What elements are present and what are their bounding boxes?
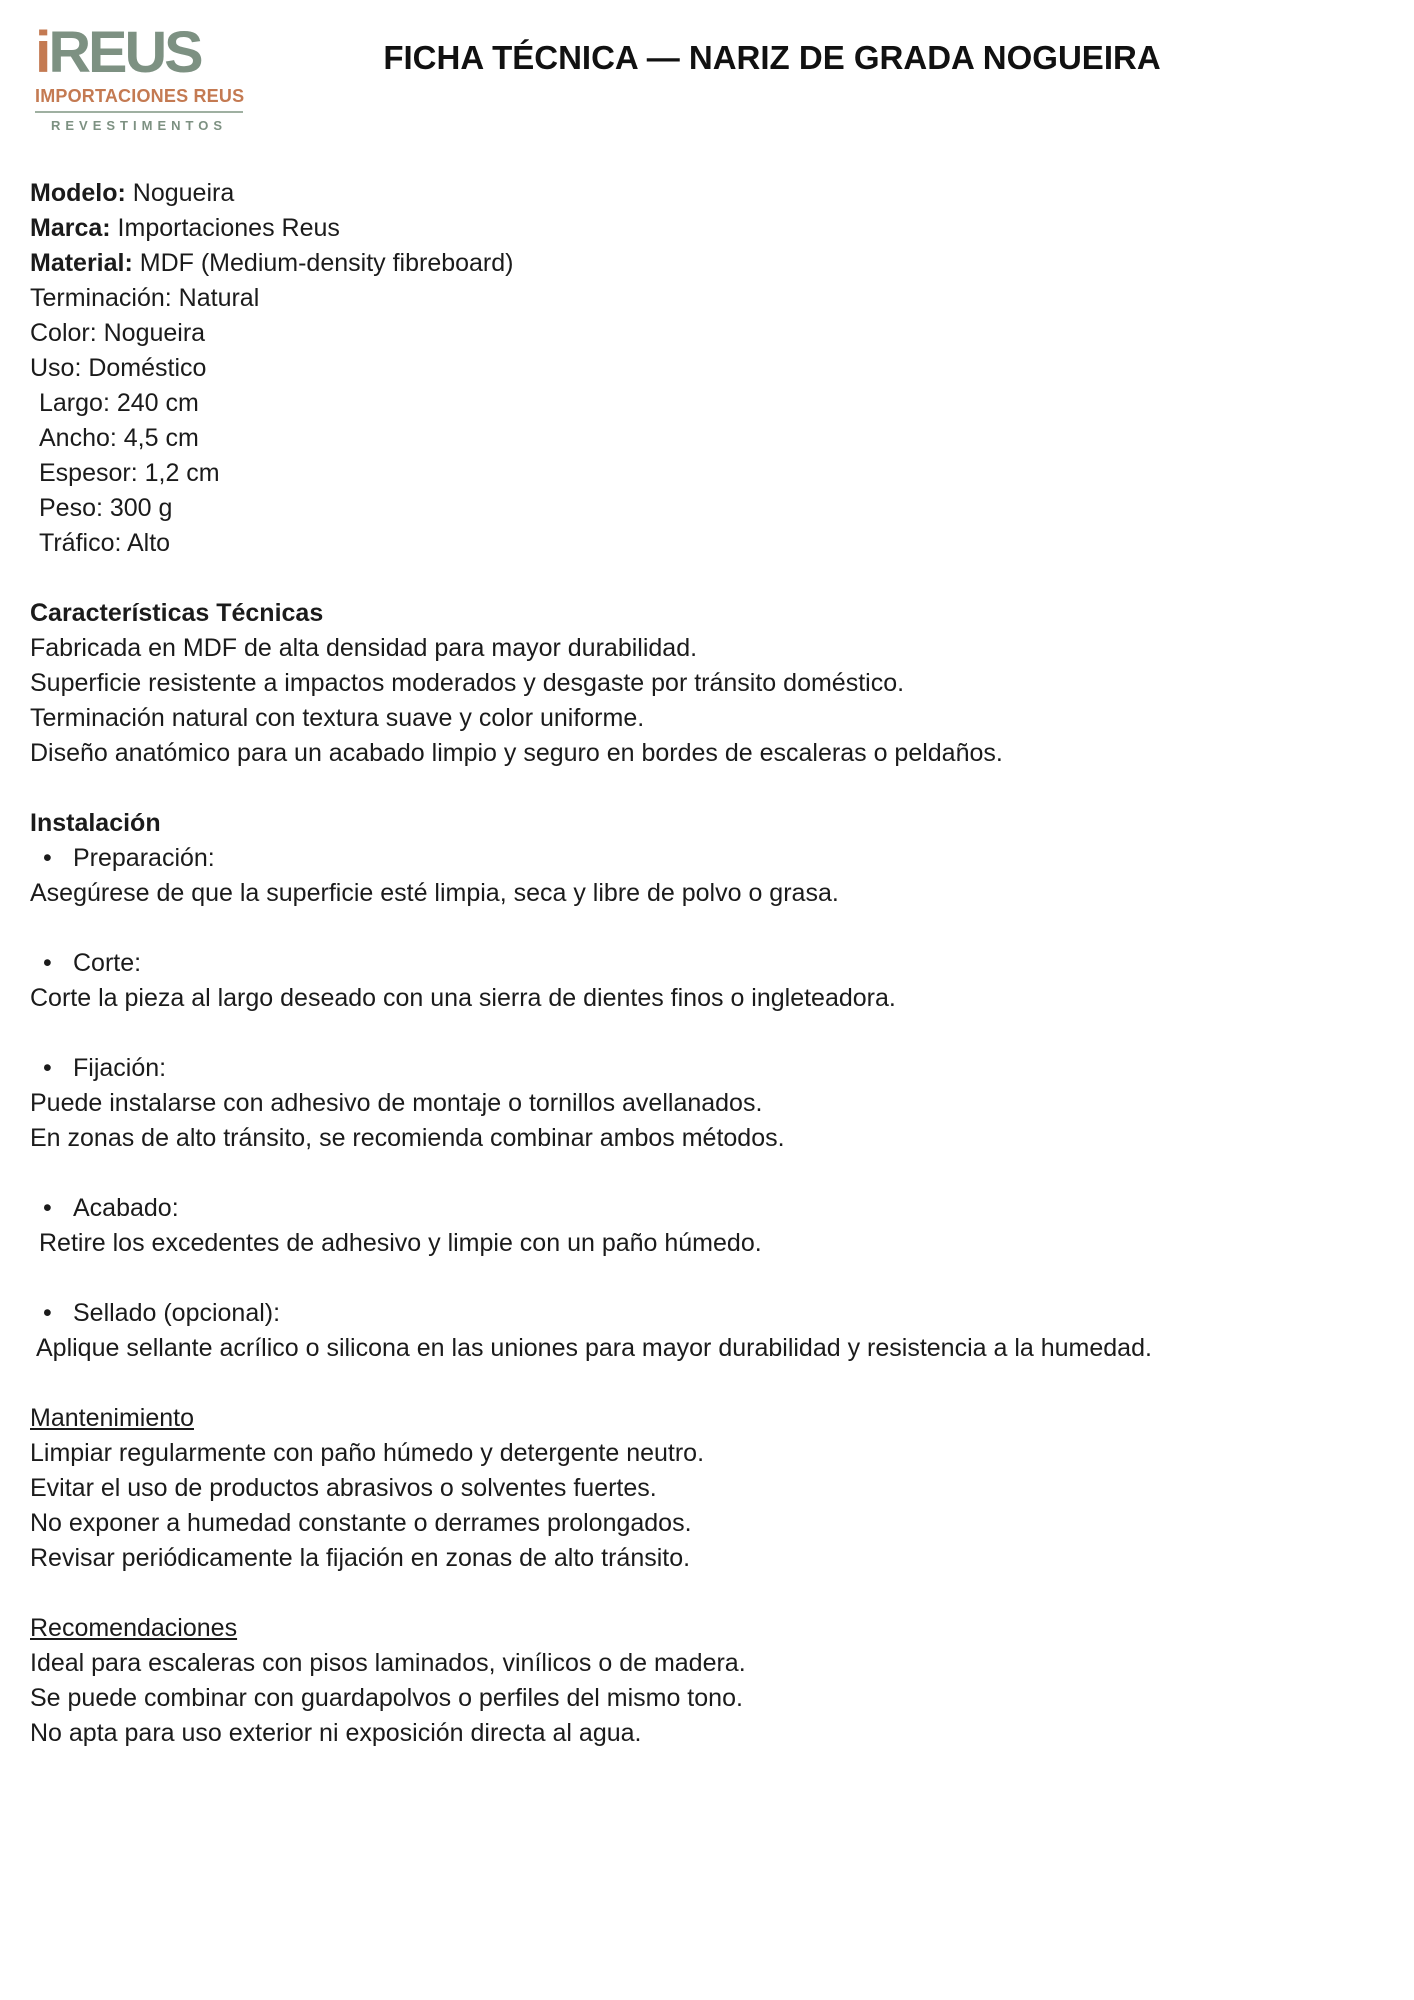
bullet-line	[30, 1051, 1384, 1086]
spec-line-terminacion: Terminación: Natural	[30, 284, 260, 312]
caracteristicas-line: Superficie resistente a impactos moderados y desgaste por tránsito doméstico.	[30, 669, 905, 697]
recomendaciones-line: No apta para uso exterior ni exposición directa al agua.	[30, 1719, 642, 1747]
caracteristicas-line: Terminación natural con textura suave y color uniforme.	[30, 704, 645, 732]
bullet-label: Sellado (opcional):	[73, 1299, 281, 1327]
install-step-corte	[30, 946, 1384, 1016]
spec-line-color: Color: Nogueira	[30, 319, 206, 347]
step-text: Asegúrese de que la superficie esté limpia, seca y libre de polvo o grasa.	[30, 879, 839, 907]
spec-line-modelo	[30, 176, 1384, 211]
bullet-icon	[43, 841, 73, 876]
install-step-preparacion	[30, 841, 1384, 911]
recomendaciones-line: Ideal para escaleras con pisos laminados, vinílicos o de madera.	[30, 1649, 746, 1677]
brand-wordmark-reus: REUS	[48, 20, 201, 85]
spec-line-uso: Uso: Doméstico	[30, 354, 207, 382]
spec-label: Material:	[30, 249, 133, 277]
bullet-line	[30, 841, 1384, 876]
section-caracteristicas	[30, 596, 1384, 771]
install-step-sellado	[30, 1296, 1384, 1366]
bullet-icon	[43, 1191, 73, 1226]
bullet-label: Preparación:	[73, 844, 215, 872]
spec-value: Importaciones Reus	[117, 214, 340, 242]
document-body	[0, 150, 1414, 1751]
section-heading-caracteristicas: Características Técnicas	[30, 599, 324, 627]
step-text: Aplique sellante acrílico o silicona en las uniones para mayor durabilidad y resistencia a la humedad.	[36, 1334, 1152, 1362]
brand-wordmark	[35, 22, 247, 84]
document-header	[0, 0, 1414, 150]
spec-line-marca	[30, 211, 1384, 246]
bullet-line	[30, 1296, 1384, 1331]
spec-line-largo: Largo: 240 cm	[39, 389, 199, 417]
section-heading-mantenimiento: Mantenimiento	[30, 1404, 194, 1432]
spec-line-ancho: Ancho: 4,5 cm	[39, 424, 199, 452]
bullet-icon	[43, 946, 73, 981]
caracteristicas-line: Fabricada en MDF de alta densidad para mayor durabilidad.	[30, 634, 698, 662]
recomendaciones-line: Se puede combinar con guardapolvos o perfiles del mismo tono.	[30, 1684, 743, 1712]
brand-subtitle-bold: REUS	[193, 86, 245, 106]
company-logo	[35, 22, 243, 133]
spec-value: MDF (Medium-density fibreboard)	[139, 249, 514, 277]
bullet-label: Fijación:	[73, 1054, 167, 1082]
section-heading-recomendaciones: Recomendaciones	[30, 1614, 238, 1642]
spec-label: Marca:	[30, 214, 111, 242]
step-text: En zonas de alto tránsito, se recomienda combinar ambos métodos.	[30, 1124, 785, 1152]
install-step-acabado	[30, 1191, 1384, 1261]
bullet-line	[30, 1191, 1384, 1226]
page-title: FICHA TÉCNICA — NARIZ DE GRADA NOGUEIRA	[383, 39, 1161, 76]
section-heading-instalacion: Instalación	[30, 809, 161, 837]
bullet-line	[30, 946, 1384, 981]
mantenimiento-line: Evitar el uso de productos abrasivos o solventes fuertes.	[30, 1474, 657, 1502]
bullet-icon	[43, 1296, 73, 1331]
brand-subtitle	[35, 86, 243, 113]
section-mantenimiento	[30, 1401, 1384, 1576]
brand-subtitle-normal: IMPORTACIONES	[35, 86, 194, 106]
install-step-fijacion	[30, 1051, 1384, 1156]
spec-value: Nogueira	[132, 179, 235, 207]
bullet-icon	[43, 1051, 73, 1086]
section-instalacion	[30, 806, 1384, 1366]
bullet-label: Acabado:	[73, 1194, 179, 1222]
mantenimiento-line: No exponer a humedad constante o derrames prolongados.	[30, 1509, 692, 1537]
mantenimiento-line: Revisar periódicamente la fijación en zonas de alto tránsito.	[30, 1544, 691, 1572]
spec-line-espesor: Espesor: 1,2 cm	[39, 459, 220, 487]
brand-tagline: REVESTIMENTOS	[50, 118, 227, 133]
spec-line-peso: Peso: 300 g	[39, 494, 173, 522]
bullet-label: Corte:	[73, 949, 142, 977]
spec-line-trafico: Tráfico: Alto	[39, 529, 171, 557]
brand-wordmark-i: i	[35, 20, 49, 85]
section-recomendaciones	[30, 1611, 1384, 1751]
spec-line-material	[30, 246, 1384, 281]
spec-label: Modelo:	[30, 179, 126, 207]
step-text: Retire los excedentes de adhesivo y limpie con un paño húmedo.	[39, 1229, 762, 1257]
mantenimiento-line: Limpiar regularmente con paño húmedo y detergente neutro.	[30, 1439, 705, 1467]
step-text: Corte la pieza al largo deseado con una sierra de dientes finos o ingleteadora.	[30, 984, 896, 1012]
caracteristicas-line: Diseño anatómico para un acabado limpio y seguro en bordes de escaleras o peldaños.	[30, 739, 1003, 767]
step-text: Puede instalarse con adhesivo de montaje o tornillos avellanados.	[30, 1089, 763, 1117]
